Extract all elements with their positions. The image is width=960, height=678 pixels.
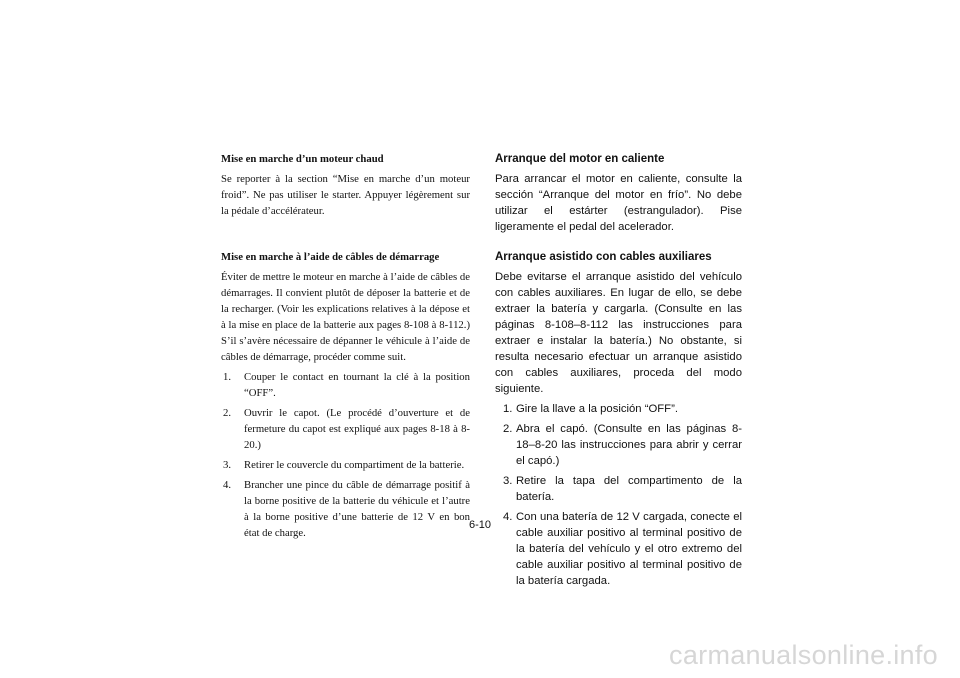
es-steps-list	[495, 401, 742, 589]
es-section-warm-start	[495, 151, 742, 235]
fr-paragraph-jump-start: Éviter de mettre le moteur en marche à l’aide de câbles de démarrages. Il convient plutôt de déposer la batterie et de la recharger. (Voir les explications relatives à la dépose et à la mise en place de la batterie aux pages 8-108 à 8-112.) S’il s’avère nécessaire de dépanner le véhicule à l’aide de câbles de démarrage, procéder comme suit.	[221, 271, 470, 363]
es-heading-warm-start: Arranque del motor en caliente	[495, 153, 665, 165]
french-column	[221, 151, 470, 539]
step-number: 2.	[223, 407, 232, 419]
page-number: 6-10	[468, 519, 492, 531]
fr-heading-warm-start: Mise en marche d’un moteur chaud	[221, 153, 384, 165]
fr-step-4	[221, 477, 470, 541]
step-number: 1.	[223, 371, 232, 383]
es-step-3	[495, 473, 742, 505]
step-text: Gire la llave a la posición “OFF”.	[516, 403, 678, 415]
step-text: Retire la tapa del compartimento de la batería.	[516, 475, 742, 503]
es-paragraph-jump-start: Debe evitarse el arranque asistido del vehículo con cables auxiliares. En lugar de ello, se debe extraer la batería y cargarla. (Consulte en las páginas 8-108–8-112 las instrucciones para extraer e instalar la batería.) No obstante, si resulta necesario efectuar un arranque asistido con cables auxiliares, proceda del modo siguiente.	[495, 271, 742, 395]
step-number: 4.	[503, 511, 513, 523]
step-text: Con una batería de 12 V cargada, conecte el cable auxiliar positivo al terminal positivo de la batería del vehículo y el otro extremo del cable auxiliar positivo al terminal positivo de la batería cargada.	[516, 511, 742, 587]
fr-step-2	[221, 405, 470, 453]
es-section-jump-start	[495, 249, 742, 589]
step-number: 4.	[223, 479, 232, 491]
step-text: Brancher une pince du câble de démarrage positif à la borne positive de la batterie du véhicule et l’autre à la borne positive d’une batterie de 12 V en bon état de charge.	[244, 479, 470, 539]
spanish-column	[495, 151, 742, 587]
step-text: Ouvrir le capot. (Le procédé d’ouverture et de fermeture du capot est expliqué aux pages 8-18 à 8-20.)	[244, 407, 470, 451]
es-step-2	[495, 421, 742, 469]
es-heading-jump-start: Arranque asistido con cables auxiliares	[495, 251, 712, 263]
step-number: 2.	[503, 423, 513, 435]
watermark: carmanualsonline.info	[669, 640, 938, 670]
fr-step-1	[221, 369, 470, 401]
step-text: Abra el capó. (Consulte en las páginas 8-18–8-20 las instrucciones para abrir y cerrar el capó.)	[516, 423, 742, 467]
fr-section-warm-start	[221, 151, 470, 219]
step-text: Couper le contact en tournant la clé à la position “OFF”.	[244, 371, 470, 399]
es-paragraph-warm-start: Para arrancar el motor en caliente, consulte la sección “Arranque del motor en frío”. No debe utilizar el estárter (estrangulador). Pise ligeramente el pedal del acelerador.	[495, 173, 742, 233]
fr-section-jump-start	[221, 249, 470, 541]
step-text: Retirer le couvercle du compartiment de la batterie.	[244, 459, 465, 471]
step-number: 3.	[503, 475, 513, 487]
fr-heading-jump-start: Mise en marche à l’aide de câbles de démarrage	[221, 251, 440, 263]
fr-paragraph-warm-start: Se reporter à la section “Mise en marche d’un moteur froid”. Ne pas utiliser le starter. Appuyer légèrement sur la pédale d’accélérateur.	[221, 173, 470, 217]
step-number: 3.	[223, 459, 232, 471]
step-number: 1.	[503, 403, 513, 415]
fr-steps-list	[221, 369, 470, 541]
fr-step-3	[221, 457, 470, 473]
es-step-1	[495, 401, 742, 417]
